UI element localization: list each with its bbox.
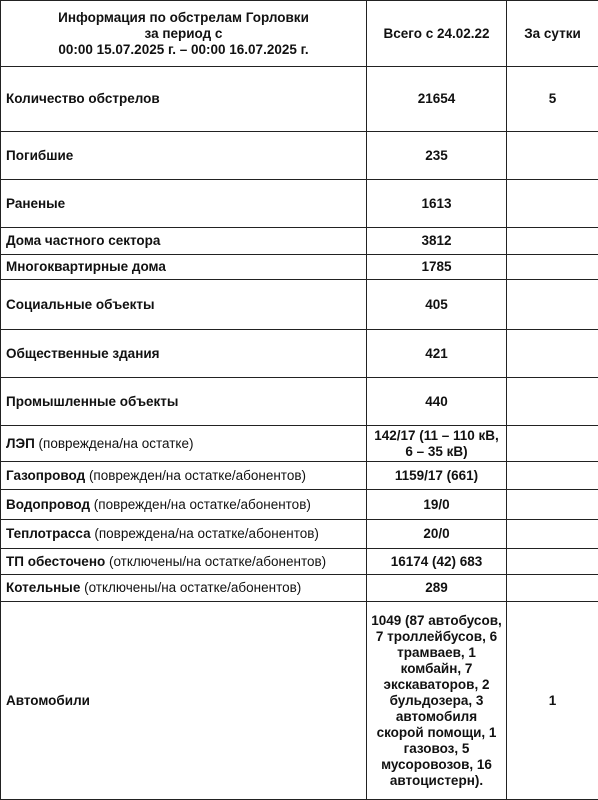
- row-day: 5: [507, 67, 598, 132]
- row-label: Социальные объекты: [1, 280, 367, 330]
- row-label: Газопровод (поврежден/на остатке/абонентов): [1, 462, 367, 490]
- table-row: [1, 520, 598, 549]
- row-day: [507, 520, 598, 549]
- row-label: Котельные (отключены/на остатке/абонентов): [1, 575, 367, 602]
- row-day: [507, 378, 598, 426]
- row-day: [507, 228, 598, 255]
- row-total: 289: [367, 575, 507, 602]
- row-total: 1613: [367, 180, 507, 228]
- row-label: Общественные здания: [1, 330, 367, 378]
- header-title-line-2: за период с: [144, 25, 223, 41]
- row-day: [507, 330, 598, 378]
- row-total: 20/0: [367, 520, 507, 549]
- row-label: ЛЭП (повреждена/на остатке): [1, 426, 367, 462]
- row-total: 1159/17 (661): [367, 462, 507, 490]
- row-day: 1: [507, 602, 598, 800]
- row-label: Промышленные объекты: [1, 378, 367, 426]
- header-total-since: Всего с 24.02.22: [367, 1, 507, 67]
- table-row: [1, 378, 598, 426]
- table-row: [1, 280, 598, 330]
- table-row: [1, 228, 598, 255]
- row-label: Погибшие: [1, 132, 367, 180]
- row-day: [507, 255, 598, 280]
- row-day: [507, 180, 598, 228]
- row-total: 1049 (87 автобусов, 7 троллейбусов, 6 трамваев, 1 комбайн, 7 экскаваторов, 2 бульдозера, 3 автомобиля скорой помощи, 1 газовоз, 5 мусоровозов, 16 автоцистерн).: [367, 602, 507, 800]
- header-title-line-3: 00:00 15.07.2025 г. – 00:00 16.07.2025 г.: [58, 41, 309, 57]
- table-row: [1, 132, 598, 180]
- row-total: 421: [367, 330, 507, 378]
- header-title: [1, 1, 367, 67]
- table-row: [1, 462, 598, 490]
- row-total: 405: [367, 280, 507, 330]
- table-row: [1, 490, 598, 520]
- row-label: Теплотрасса (повреждена/на остатке/абонентов): [1, 520, 367, 549]
- table-row: [1, 330, 598, 378]
- row-total: 21654: [367, 67, 507, 132]
- row-total: 440: [367, 378, 507, 426]
- row-label: Дома частного сектора: [1, 228, 367, 255]
- table-row: [1, 426, 598, 462]
- row-day: [507, 549, 598, 575]
- row-label: Многоквартирные дома: [1, 255, 367, 280]
- row-total: 235: [367, 132, 507, 180]
- row-total: 3812: [367, 228, 507, 255]
- row-label: Количество обстрелов: [1, 67, 367, 132]
- table-row: [1, 602, 598, 800]
- row-day: [507, 280, 598, 330]
- table-header-row: [1, 1, 598, 67]
- row-total: 1785: [367, 255, 507, 280]
- row-day: [507, 575, 598, 602]
- row-total: 16174 (42) 683: [367, 549, 507, 575]
- table-row: [1, 67, 598, 132]
- row-day: [507, 426, 598, 462]
- table-row: [1, 255, 598, 280]
- header-title-line-1: Информация по обстрелам Горловки: [58, 9, 309, 25]
- table-row: [1, 549, 598, 575]
- row-day: [507, 132, 598, 180]
- row-day: [507, 490, 598, 520]
- table-row: [1, 575, 598, 602]
- row-label: Водопровод (поврежден/на остатке/абонентов): [1, 490, 367, 520]
- row-day: [507, 462, 598, 490]
- table-row: [1, 180, 598, 228]
- header-per-day: За сутки: [507, 1, 598, 67]
- row-label: Раненые: [1, 180, 367, 228]
- row-label: Автомобили: [1, 602, 367, 800]
- row-total: 142/17 (11 – 110 кВ, 6 – 35 кВ): [367, 426, 507, 462]
- row-total: 19/0: [367, 490, 507, 520]
- row-label: ТП обесточено (отключены/на остатке/абонентов): [1, 549, 367, 575]
